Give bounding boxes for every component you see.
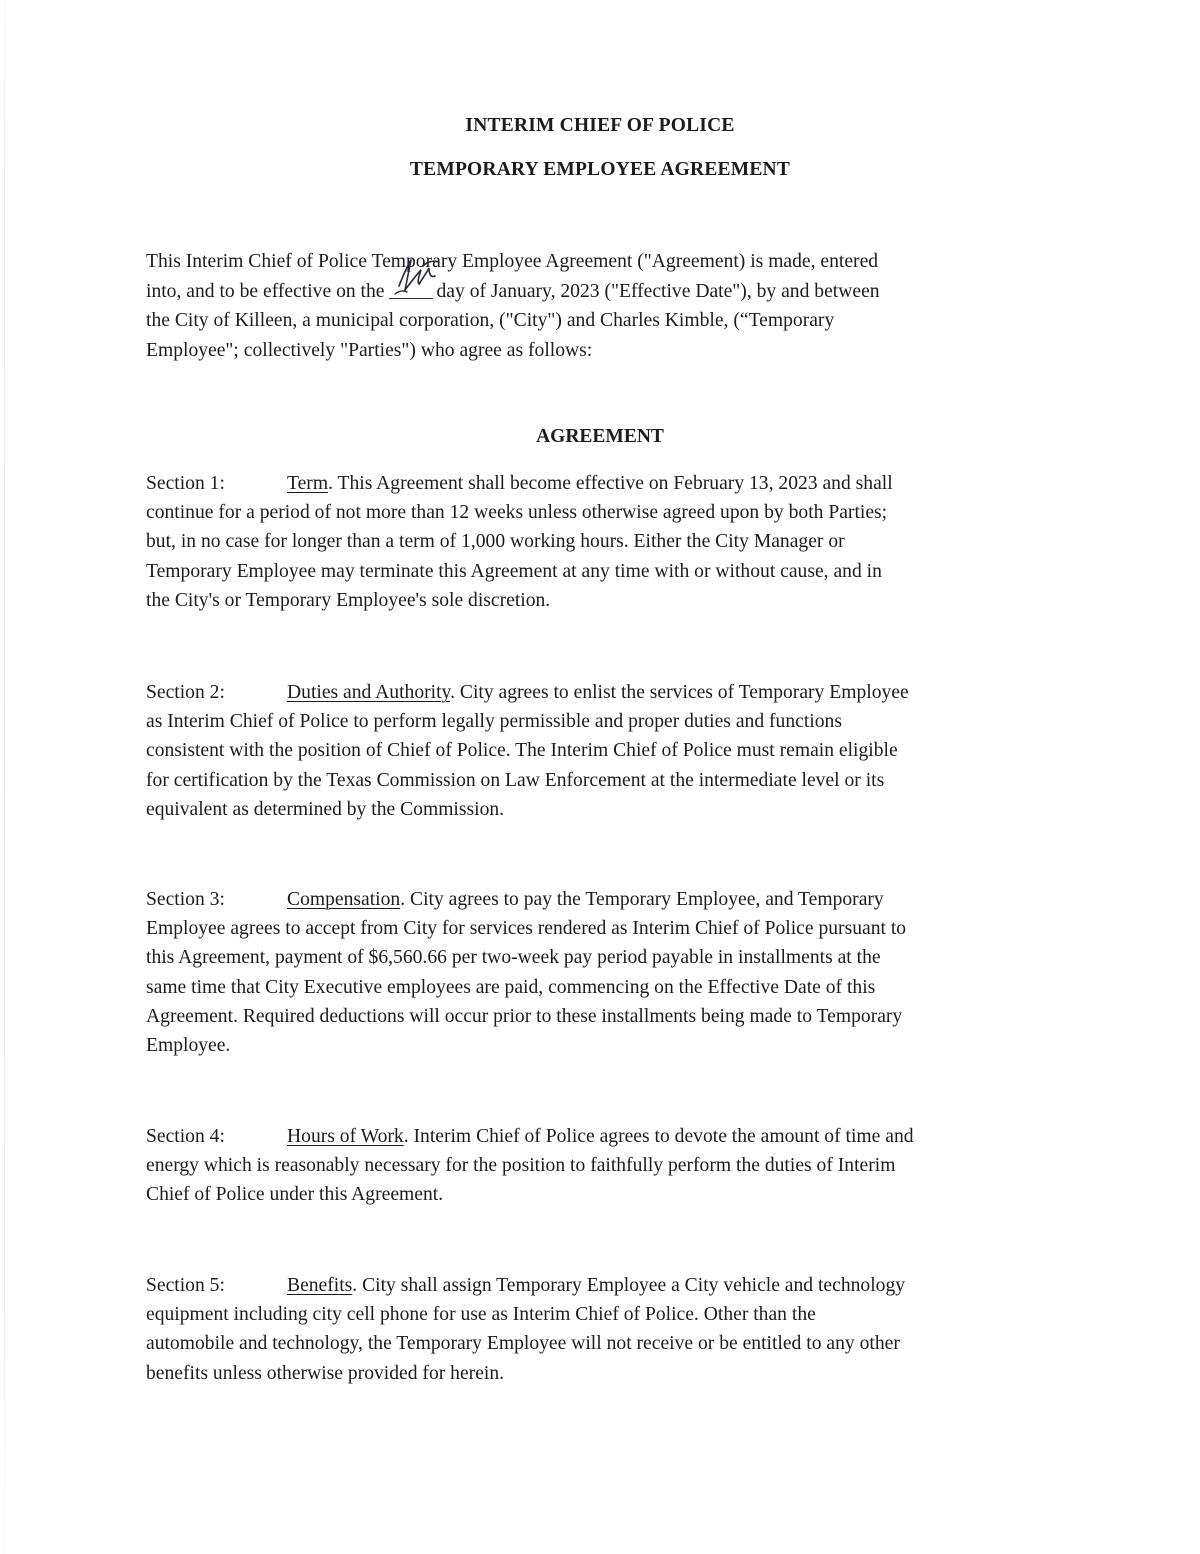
intro-text: into, and to be effective on the: [146, 280, 385, 302]
handwritten-day-mark: [393, 256, 445, 296]
section-line: consistent with the position of Chief of Police. The Interim Chief of Police must remain eligible: [146, 740, 898, 762]
section-line: the City's or Temporary Employee's sole discretion.: [146, 589, 551, 611]
section-hours: [146, 1122, 1066, 1210]
section-line: equipment including city cell phone for use as Interim Chief of Police. Other than the: [146, 1304, 816, 1326]
section-line: Employee agrees to accept from City for services rendered as Interim Chief of Police pursuant to: [146, 918, 907, 940]
section-text: . This Agreement shall become effective on February 13, 2023 and shall: [328, 473, 893, 494]
section-line: equivalent as determined by the Commission.: [146, 798, 505, 820]
agreement-heading: AGREEMENT: [536, 426, 664, 447]
document-title: INTERIM CHIEF OF POLICE: [465, 115, 735, 136]
intro-line-with-date: [146, 277, 1046, 307]
section-label: Section 3:: [146, 889, 225, 910]
section-title: Benefits: [287, 1275, 353, 1296]
section-compensation: [146, 885, 1066, 1060]
section-line: Agreement. Required deductions will occur prior to these installments being made to Temporary: [146, 1005, 903, 1027]
section-line: same time that City Executive employees are paid, commencing on the Effective Date of this: [146, 976, 876, 998]
section-term: [146, 469, 1066, 615]
document-subtitle: TEMPORARY EMPLOYEE AGREEMENT: [409, 159, 791, 180]
section-label: Section 5:: [146, 1275, 225, 1296]
section-title: Hours of Work: [287, 1126, 404, 1147]
handwritten-day-blank: [389, 278, 433, 299]
section-line: Temporary Employee may terminate this Agreement at any time with or without cause, and in: [146, 560, 882, 582]
section-benefits: [146, 1271, 1066, 1388]
section-title: Duties and Authority: [287, 682, 451, 703]
section-line: Chief of Police under this Agreement.: [146, 1184, 444, 1206]
section-label: Section 4:: [146, 1126, 225, 1147]
section-line: continue for a period of not more than 12 weeks unless otherwise agreed upon by both Parties;: [146, 502, 888, 524]
section-text: . City agrees to enlist the services of Temporary Employee: [450, 682, 909, 703]
section-duties: [146, 678, 1066, 824]
scan-edge: [4, 0, 5, 1554]
section-line: for certification by the Texas Commission on Law Enforcement at the intermediate level or its: [146, 769, 885, 791]
section-text: . City agrees to pay the Temporary Employee, and Temporary: [400, 889, 884, 910]
intro-paragraph: [146, 247, 1046, 365]
section-text: . City shall assign Temporary Employee a City vehicle and technology: [352, 1275, 906, 1296]
intro-text: day of January, 2023 ("Effective Date"), by and between: [436, 280, 880, 302]
section-text: . Interim Chief of Police agrees to devote the amount of time and: [403, 1126, 914, 1147]
section-line: energy which is reasonably necessary for the position to faithfully perform the duties of Interim: [146, 1155, 896, 1177]
intro-line: This Interim Chief of Police Temporary Employee Agreement ("Agreement) is made, entered: [146, 251, 879, 272]
section-label: Section 2:: [146, 682, 225, 703]
intro-line: the City of Killeen, a municipal corporation, ("City") and Charles Kimble, (“Temporary: [146, 310, 835, 331]
section-title: Term: [287, 473, 329, 494]
section-line: this Agreement, payment of $6,560.66 per two-week pay period payable in installments at the: [146, 947, 881, 969]
section-line: as Interim Chief of Police to perform legally permissible and proper duties and functions: [146, 711, 842, 733]
intro-line: Employee"; collectively "Parties") who agree as follows:: [146, 339, 593, 361]
section-title: Compensation: [287, 889, 401, 910]
section-line: but, in no case for longer than a term of 1,000 working hours. Either the City Manager or: [146, 531, 845, 553]
section-line: Employee.: [146, 1035, 231, 1057]
section-label: Section 1:: [146, 473, 225, 494]
section-line: benefits unless otherwise provided for herein.: [146, 1362, 505, 1384]
section-line: automobile and technology, the Temporary Employee will not receive or be entitled to any other: [146, 1333, 900, 1355]
